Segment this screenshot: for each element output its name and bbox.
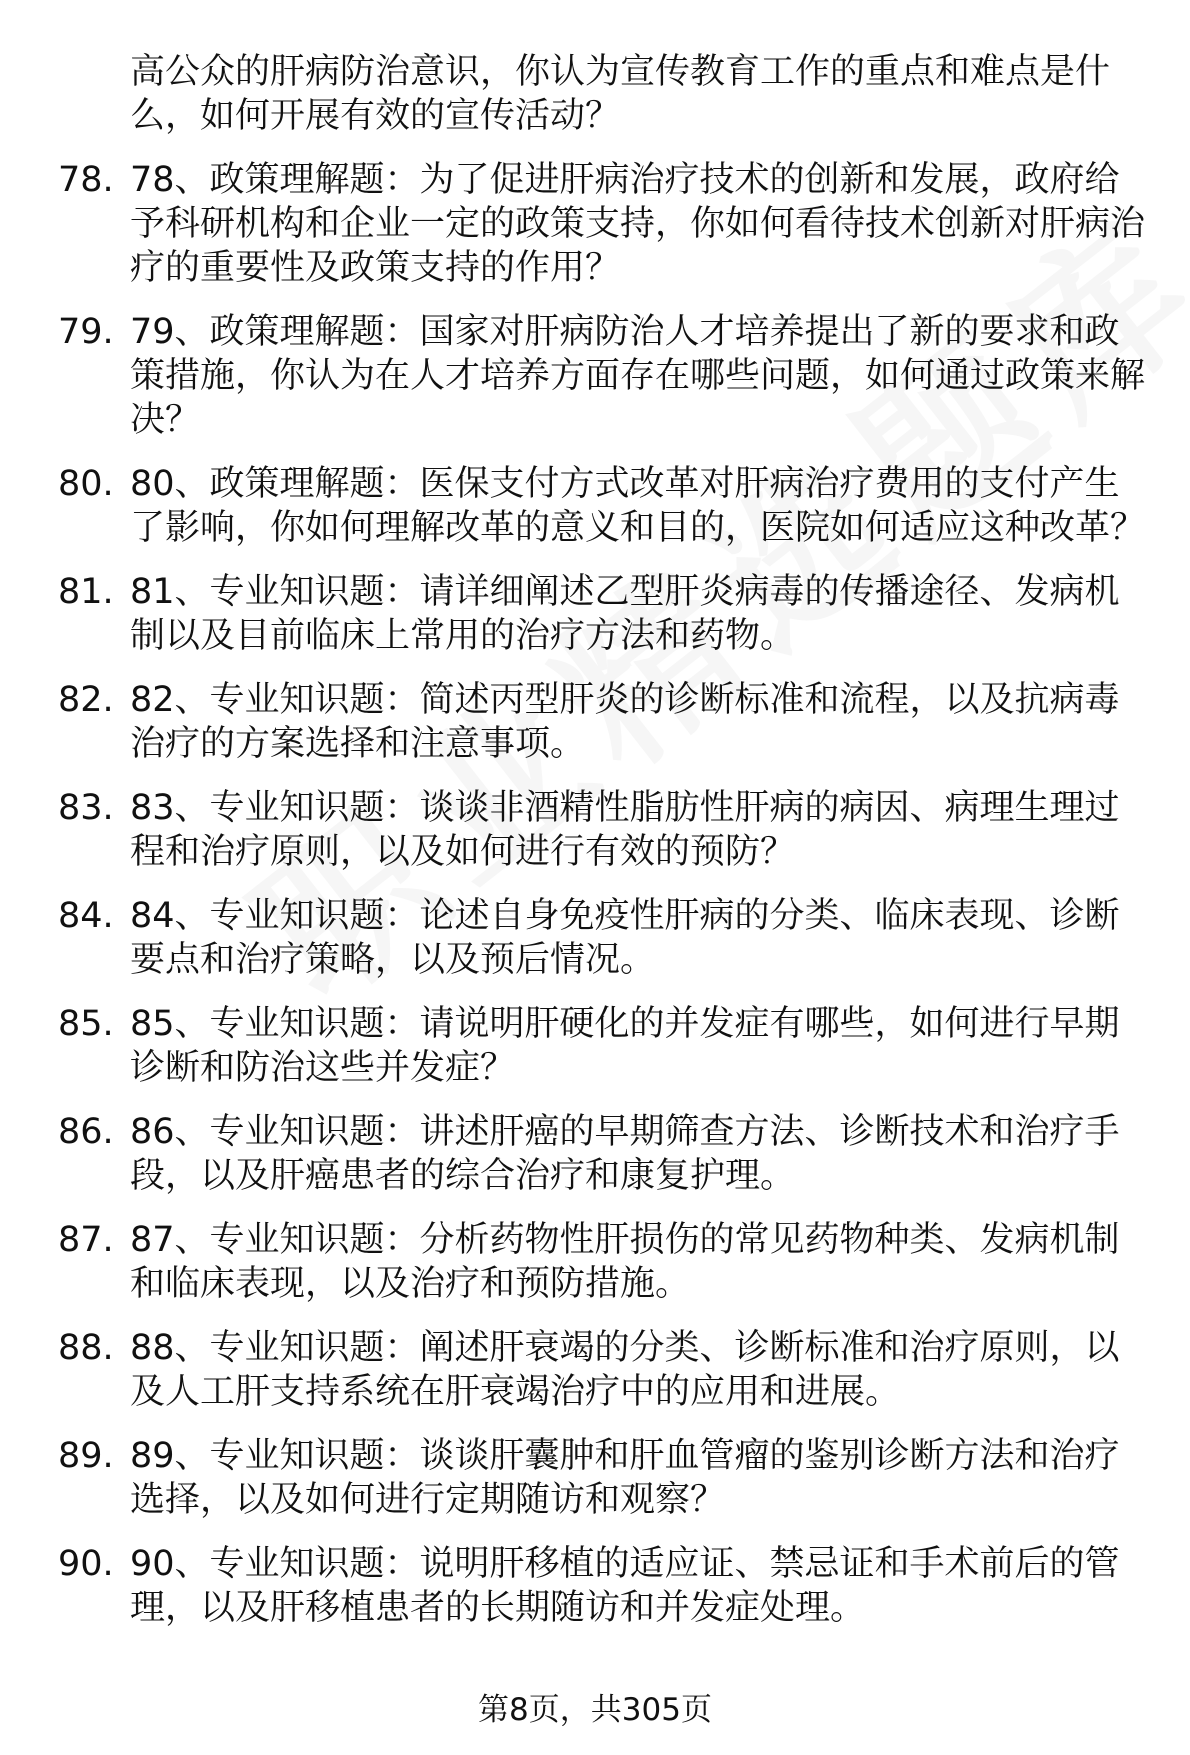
item-number: 88. (58, 1328, 114, 1368)
list-item (0, 894, 1190, 982)
list-item (0, 1434, 1190, 1522)
list-item (0, 678, 1190, 766)
item-number: 82. (58, 680, 114, 720)
list-item (0, 1326, 1190, 1414)
item-text: 88、专业知识题：阐述肝衰竭的分类、诊断标准和治疗原则，以及人工肝支持系统在肝衰竭治疗中的应用和进展。 (130, 1328, 1120, 1412)
item-number: 80. (58, 464, 114, 504)
item-text: 80、政策理解题：医保支付方式改革对肝病治疗费用的支付产生了影响，你如何理解改革的意义和目的，医院如何适应这种改革？ (130, 464, 1146, 548)
item-number: 89. (58, 1436, 114, 1476)
list-item (0, 158, 1190, 290)
intro-paragraph: 高公众的肝病防治意识，你认为宣传教育工作的重点和难点是什么，如何开展有效的宣传活动？ (130, 52, 1111, 136)
item-text: 86、专业知识题：讲述肝癌的早期筛查方法、诊断技术和治疗手段，以及肝癌患者的综合治疗和康复护理。 (130, 1112, 1120, 1196)
item-number: 78. (58, 160, 114, 200)
item-text: 78、政策理解题：为了促进肝病治疗技术的创新和发展，政府给予科研机构和企业一定的政策支持，你如何看待技术创新对肝病治疗的重要性及政策支持的作用？ (130, 160, 1146, 288)
item-number: 79. (58, 312, 114, 352)
item-text: 79、政策理解题：国家对肝病防治人才培养提出了新的要求和政策措施，你认为在人才培养方面存在哪些问题，如何通过政策来解决？ (130, 312, 1146, 440)
item-text: 81、专业知识题：请详细阐述乙型肝炎病毒的传播途径、发病机制以及目前临床上常用的治疗方法和药物。 (130, 572, 1120, 656)
question-list (0, 158, 1190, 1650)
list-item (0, 1542, 1190, 1630)
list-item (0, 570, 1190, 658)
item-number: 83. (58, 788, 114, 828)
list-item (0, 786, 1190, 874)
list-item (0, 310, 1190, 442)
item-number: 85. (58, 1004, 114, 1044)
list-item (0, 1002, 1190, 1090)
item-number: 84. (58, 896, 114, 936)
list-item (0, 1218, 1190, 1306)
item-text: 87、专业知识题：分析药物性肝损伤的常见药物种类、发病机制和临床表现，以及治疗和预防措施。 (130, 1220, 1120, 1304)
item-text: 90、专业知识题：说明肝移植的适应证、禁忌证和手术前后的管理，以及肝移植患者的长期随访和并发症处理。 (130, 1544, 1120, 1628)
item-text: 85、专业知识题：请说明肝硬化的并发症有哪些，如何进行早期诊断和防治这些并发症？ (130, 1004, 1120, 1088)
list-item (0, 1110, 1190, 1198)
item-text: 82、专业知识题：简述丙型肝炎的诊断标准和流程，以及抗病毒治疗的方案选择和注意事项。 (130, 680, 1120, 764)
item-number: 90. (58, 1544, 114, 1584)
item-text: 89、专业知识题：谈谈肝囊肿和肝血管瘤的鉴别诊断方法和治疗选择，以及如何进行定期随访和观察？ (130, 1436, 1120, 1520)
page-footer: 第8页，共305页 (478, 1692, 712, 1728)
item-text: 83、专业知识题：谈谈非酒精性脂肪性肝病的病因、病理生理过程和治疗原则，以及如何进行有效的预防？ (130, 788, 1120, 872)
item-text: 84、专业知识题：论述自身免疫性肝病的分类、临床表现、诊断要点和治疗策略，以及预后情况。 (130, 896, 1120, 980)
item-number: 81. (58, 572, 114, 612)
list-item (0, 462, 1190, 550)
item-number: 87. (58, 1220, 114, 1260)
item-number: 86. (58, 1112, 114, 1152)
